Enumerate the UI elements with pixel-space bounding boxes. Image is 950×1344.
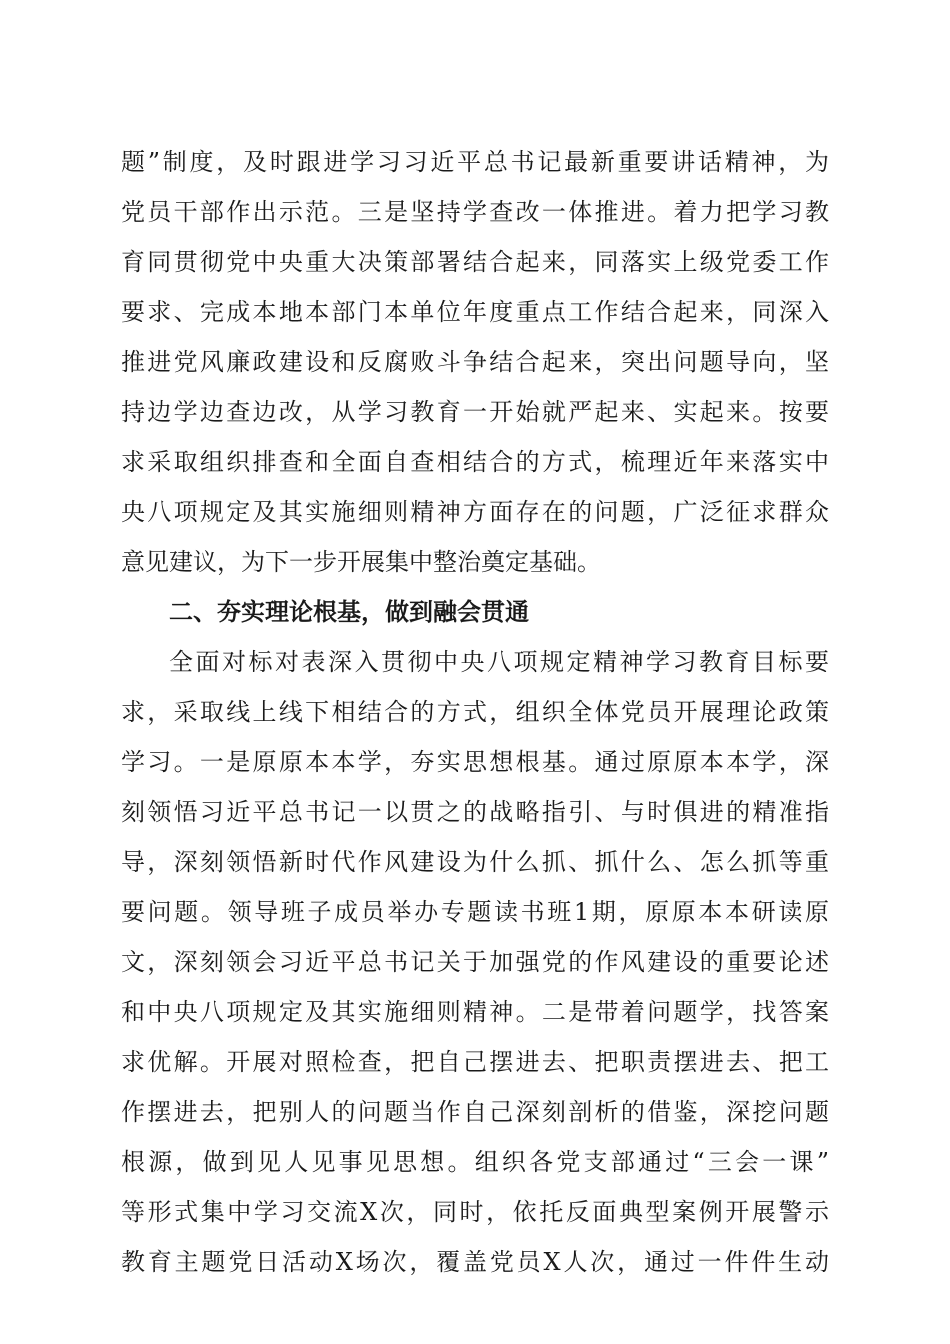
paragraph-line: 意见建议，为下一步开展集中整治奠定基础。 <box>121 548 601 576</box>
paragraph-line: 文，深刻领会习近平总书记关于加强党的作风建设的重要论述 <box>121 948 829 976</box>
paragraph-line: 党员干部作出示范。三是坚持学查改一体推进。着力把学习教 <box>121 198 829 226</box>
paragraph-line: 要求、完成本地本部门本单位年度重点工作结合起来，同深入 <box>121 298 829 326</box>
paragraph-line: 全面对标对表深入贯彻中央八项规定精神学习教育目标要 <box>169 648 829 676</box>
paragraph-line: 刻领悟习近平总书记一以贯之的战略指引、与时俱进的精准指 <box>121 798 829 826</box>
paragraph-line: 推进党风廉政建设和反腐败斗争结合起来，突出问题导向，坚 <box>121 348 829 376</box>
section-heading: 二、夯实理论根基，做到融会贯通 <box>169 598 529 626</box>
paragraph-line: 育同贯彻党中央重大决策部署结合起来，同落实上级党委工作 <box>121 248 829 276</box>
paragraph-line: 要问题。领导班子成员举办专题读书班1期，原原本本研读原 <box>121 898 829 926</box>
paragraph-line: 持边学边查边改，从学习教育一开始就严起来、实起来。按要 <box>121 398 829 426</box>
paragraph-line: 求，采取线上线下相结合的方式，组织全体党员开展理论政策 <box>121 698 829 726</box>
paragraph-line: 根源，做到见人见事见思想。组织各党支部通过“三会一课” <box>121 1148 829 1176</box>
paragraph-line: 等形式集中学习交流X次，同时，依托反面典型案例开展警示 <box>121 1198 829 1226</box>
paragraph-line: 央八项规定及其实施细则精神方面存在的问题，广泛征求群众 <box>121 498 829 526</box>
paragraph-line: 作摆进去，把别人的问题当作自己深刻剖析的借鉴，深挖问题 <box>121 1098 829 1126</box>
paragraph-line: 学习。一是原原本本学，夯实思想根基。通过原原本本学，深 <box>121 748 829 776</box>
paragraph-line: 导，深刻领悟新时代作风建设为什么抓、抓什么、怎么抓等重 <box>121 848 829 876</box>
paragraph-line: 求采取组织排查和全面自查相结合的方式，梳理近年来落实中 <box>121 448 829 476</box>
paragraph-line: 教育主题党日活动X场次，覆盖党员X人次，通过一件件生动 <box>121 1248 829 1276</box>
paragraph-line: 求优解。开展对照检查，把自己摆进去、把职责摆进去、把工 <box>121 1048 829 1076</box>
paragraph-line: 题”制度，及时跟进学习习近平总书记最新重要讲话精神，为 <box>121 148 829 176</box>
paragraph-line: 和中央八项规定及其实施细则精神。二是带着问题学，找答案 <box>121 998 829 1026</box>
